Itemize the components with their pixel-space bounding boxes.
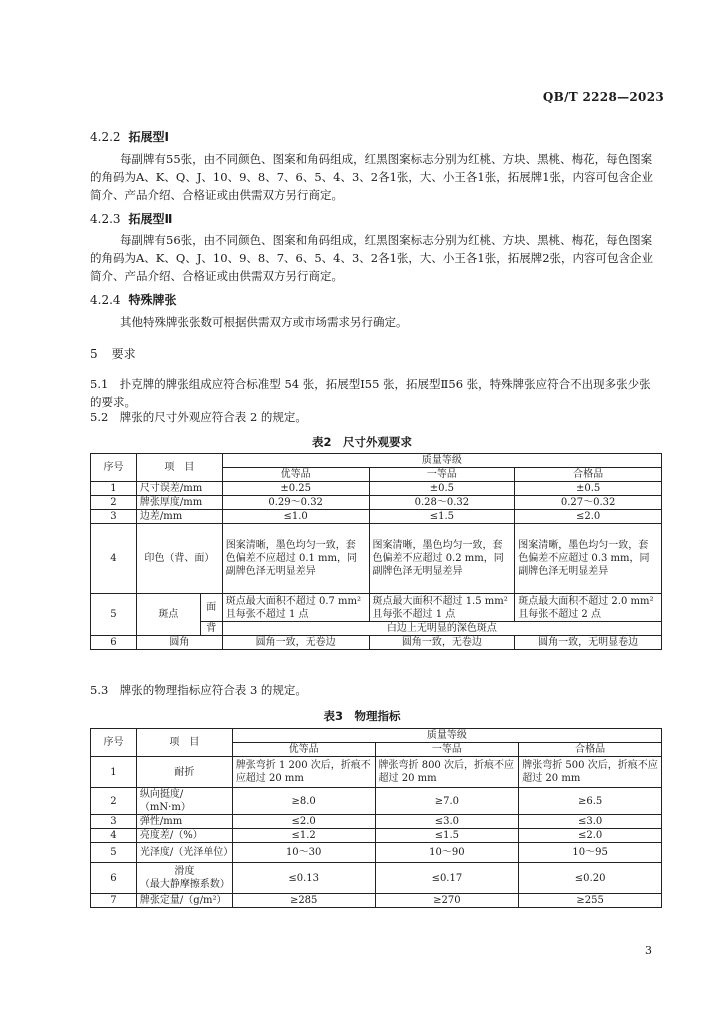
cell-item: 尺寸误差/mm bbox=[136, 482, 222, 496]
grade-excellent: 优等品 bbox=[232, 743, 375, 757]
cell-no: 2 bbox=[91, 788, 137, 815]
table-row bbox=[91, 482, 662, 496]
section-4-2-2-heading bbox=[90, 128, 169, 145]
cell-c: ≥255 bbox=[519, 894, 662, 908]
cell-b: ≤1.5 bbox=[369, 510, 515, 524]
col-header-grade: 质量等级 bbox=[232, 729, 661, 743]
cell-b: ≤3.0 bbox=[375, 815, 519, 829]
section-4-2-3-heading bbox=[90, 210, 172, 227]
cell-a: ≤1.2 bbox=[232, 829, 375, 843]
cell-a: 0.29～0.32 bbox=[222, 496, 369, 510]
table-row bbox=[91, 636, 662, 650]
cell-no: 6 bbox=[91, 863, 137, 894]
cell-b: ±0.5 bbox=[369, 482, 515, 496]
grade-excellent: 优等品 bbox=[222, 468, 369, 482]
col-header-no: 序号 bbox=[91, 729, 137, 757]
cell-b: ≤0.17 bbox=[375, 863, 519, 894]
table-row bbox=[91, 863, 662, 894]
cell-b: ≤1.5 bbox=[375, 829, 519, 843]
table-row bbox=[91, 510, 662, 524]
clause-5-3: 5.3 牌张的物理指标应符合表 3 的规定。 bbox=[90, 683, 307, 697]
cell-no: 1 bbox=[91, 757, 137, 788]
col-header-item: 项 目 bbox=[136, 729, 232, 757]
cell-c: 斑点最大面积不超过 2.0 mm² 且每张不超过 2 点 bbox=[515, 594, 662, 622]
cell-item bbox=[136, 863, 232, 894]
table-row bbox=[91, 594, 662, 622]
cell-a: ≤1.0 bbox=[222, 510, 369, 524]
cell-a: ≤0.13 bbox=[232, 863, 375, 894]
grade-qualified: 合格品 bbox=[519, 743, 662, 757]
section-number: 4.2.3 bbox=[90, 212, 121, 226]
cell-item: 牌张定量/（g/m²） bbox=[136, 894, 232, 908]
standard-number: QB/T 2228—2023 bbox=[542, 90, 664, 104]
cell-b: ≥270 bbox=[375, 894, 519, 908]
item-line-2: （最大静摩擦系数） bbox=[139, 879, 230, 890]
col-header-no: 序号 bbox=[91, 454, 137, 482]
cell-c: ≤2.0 bbox=[519, 829, 662, 843]
cell-sub-back: 背 bbox=[200, 622, 222, 636]
cell-a: ≥8.0 bbox=[232, 788, 375, 815]
cell-c: 10～95 bbox=[519, 843, 662, 863]
page-number: 3 bbox=[645, 944, 652, 957]
table-row bbox=[91, 788, 662, 815]
cell-c: ≤0.20 bbox=[519, 863, 662, 894]
cell-a: 牌张弯折 1 200 次后，折痕不应超过 20 mm bbox=[232, 757, 375, 788]
cell-a: 斑点最大面积不超过 0.7 mm² 且每张不超过 1 点 bbox=[222, 594, 369, 622]
item-line-1: 滑度 bbox=[174, 866, 195, 877]
table-row bbox=[91, 524, 662, 594]
table3-caption: 表3 物理指标 bbox=[323, 709, 401, 723]
cell-b: 10～90 bbox=[375, 843, 519, 863]
cell-no: 4 bbox=[91, 524, 137, 594]
clause-5-1: 5.1 扑克牌的牌张组成应符合标准型 54 张，拓展型Ⅰ55 张，拓展型Ⅱ56 张，特殊牌张应符合不出现多张少张的要求。 bbox=[90, 377, 651, 409]
cell-sub-face: 面 bbox=[200, 594, 222, 622]
cell-item: 圆角 bbox=[136, 636, 222, 650]
cell-b: 圆角一致，无卷边 bbox=[369, 636, 515, 650]
cell-item: 边差/mm bbox=[136, 510, 222, 524]
cell-no: 3 bbox=[91, 815, 137, 829]
cell-item: 光泽度/（光泽单位） bbox=[136, 843, 232, 863]
grade-first: 一等品 bbox=[375, 743, 519, 757]
cell-b: 0.28～0.32 bbox=[369, 496, 515, 510]
cell-no: 5 bbox=[91, 594, 137, 636]
table-row bbox=[91, 496, 662, 510]
table-header-row bbox=[91, 729, 662, 743]
cell-item: 印色（背、面） bbox=[136, 524, 222, 594]
table-row bbox=[91, 894, 662, 908]
cell-item: 斑点 bbox=[136, 594, 200, 636]
cell-item: 弹性/mm bbox=[136, 815, 232, 829]
cell-a: 圆角一致，无卷边 bbox=[222, 636, 369, 650]
cell-c: 图案清晰，墨色均匀一致，套色偏差不应超过 0.3 mm，同副牌色泽无明显差异 bbox=[515, 524, 662, 594]
cell-b: 图案清晰，墨色均匀一致，套色偏差不应超过 0.2 mm，同副牌色泽无明显差异 bbox=[369, 524, 515, 594]
table-row bbox=[91, 843, 662, 863]
col-header-item: 项 目 bbox=[136, 454, 222, 482]
cell-no: 3 bbox=[91, 510, 137, 524]
section-title: 拓展型Ⅱ bbox=[128, 212, 173, 226]
grade-qualified: 合格品 bbox=[515, 468, 662, 482]
section-5-heading bbox=[90, 345, 136, 362]
section-4-2-4-heading bbox=[90, 291, 177, 308]
section-title: 要求 bbox=[111, 347, 136, 361]
section-title: 拓展型Ⅰ bbox=[128, 130, 170, 144]
cell-b: 斑点最大面积不超过 1.5 mm² 且每张不超过 1 点 bbox=[369, 594, 515, 622]
col-header-grade: 质量等级 bbox=[222, 454, 661, 468]
table3 bbox=[90, 728, 662, 908]
cell-no: 7 bbox=[91, 894, 137, 908]
cell-b: ≥7.0 bbox=[375, 788, 519, 815]
cell-no: 6 bbox=[91, 636, 137, 650]
section-number: 4.2.4 bbox=[90, 293, 121, 307]
table2-caption: 表2 尺寸外观要求 bbox=[311, 435, 412, 449]
cell-item: 纵向挺度/（mN·m） bbox=[136, 788, 232, 815]
cell-a: ±0.25 bbox=[222, 482, 369, 496]
cell-c: 0.27～0.32 bbox=[515, 496, 662, 510]
cell-a: ≤2.0 bbox=[232, 815, 375, 829]
cell-item: 耐折 bbox=[136, 757, 232, 788]
cell-no: 4 bbox=[91, 829, 137, 843]
section-4-2-4-body: 其他特殊牌张张数可根据供需双方或市场需求另行确定。 bbox=[120, 315, 408, 329]
grade-first: 一等品 bbox=[369, 468, 515, 482]
table-row bbox=[91, 757, 662, 788]
cell-no: 2 bbox=[91, 496, 137, 510]
table-row bbox=[91, 815, 662, 829]
cell-no: 1 bbox=[91, 482, 137, 496]
table2 bbox=[90, 453, 662, 650]
cell-item: 亮度差/（%） bbox=[136, 829, 232, 843]
section-number: 4.2.2 bbox=[90, 130, 121, 144]
clause-5-2: 5.2 牌张的尺寸外观应符合表 2 的规定。 bbox=[90, 410, 307, 424]
cell-no: 5 bbox=[91, 843, 137, 863]
cell-item: 牌张厚度/mm bbox=[136, 496, 222, 510]
cell-back-all: 白边上无明显的深色斑点 bbox=[222, 622, 661, 636]
section-title: 特殊牌张 bbox=[128, 293, 177, 307]
table-header-row bbox=[91, 454, 662, 468]
cell-c: 牌张弯折 500 次后，折痕不应超过 20 mm bbox=[519, 757, 662, 788]
cell-b: 牌张弯折 800 次后，折痕不应超过 20 mm bbox=[375, 757, 519, 788]
cell-a: 图案清晰，墨色均匀一致，套色偏差不应超过 0.1 mm，同副牌色泽无明显差异 bbox=[222, 524, 369, 594]
cell-c: ≤2.0 bbox=[515, 510, 662, 524]
cell-c: ≤3.0 bbox=[519, 815, 662, 829]
cell-a: ≥285 bbox=[232, 894, 375, 908]
cell-c: ≥6.5 bbox=[519, 788, 662, 815]
cell-a: 10～30 bbox=[232, 843, 375, 863]
section-number: 5 bbox=[90, 347, 98, 361]
cell-c: 圆角一致，无明显卷边 bbox=[515, 636, 662, 650]
table-row bbox=[91, 829, 662, 843]
cell-c: ±0.5 bbox=[515, 482, 662, 496]
section-4-2-2-body: 每副牌有55张，由不同颜色、图案和角码组成，红黑图案标志分别为红桃、方块、黑桃、梅花，每色图案的角码为A、K、Q、J、10、9、8、7、6、5、4、3、2各1张，大、小王各1张，拓展牌1张，内容可包含企业简介、产品介绍、合格证或由供需双方另行商定。 bbox=[90, 152, 654, 202]
section-4-2-3-body: 每副牌有56张，由不同颜色、图案和角码组成，红黑图案标志分别为红桃、方块、黑桃、梅花，每色图案的角码为A、K、Q、J、10、9、8、7、6、5、4、3、2各1张，大、小王各1张，拓展牌2张，内容可包含企业简介、产品介绍、合格证或由供需双方另行商定。 bbox=[90, 233, 654, 283]
